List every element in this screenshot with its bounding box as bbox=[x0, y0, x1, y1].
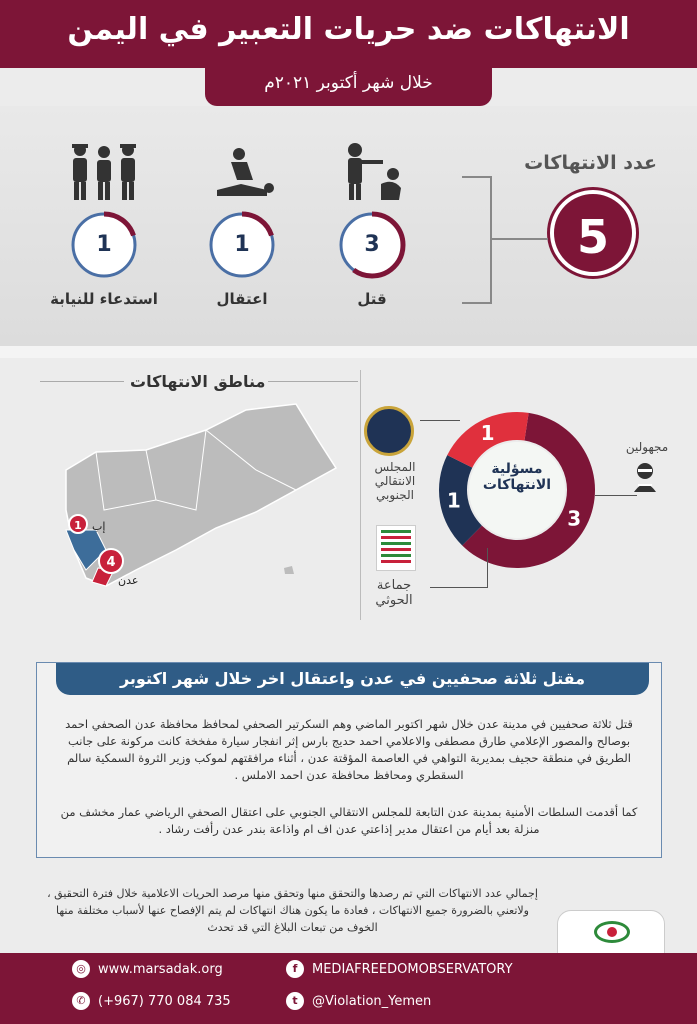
stat-killing bbox=[312, 140, 432, 308]
map-pin-ibb: 1 bbox=[68, 514, 88, 534]
page-title: الانتهاكات ضد حريات التعبير في اليمن bbox=[67, 12, 630, 47]
section-divider bbox=[0, 346, 697, 358]
article-paragraph-2: كما أقدمت السلطات الأمنية بمدينة عدن التابعة للمجلس الانتقالي الجنوبي على اعتقال الصحفي الرياضي عمار مخشف من منزلة بعد أيام من اعتقال مدير إذاعتي عدن اف ام واذاعة بندر عدن رأفت رشاد . bbox=[60, 805, 638, 836]
arrest-icon bbox=[182, 140, 302, 202]
footer-facebook[interactable] bbox=[286, 960, 513, 978]
map-pin-aden: 4 bbox=[98, 548, 124, 574]
map-title-line-right bbox=[268, 381, 358, 382]
twitter-icon: t bbox=[286, 992, 304, 1010]
unknown-connector bbox=[595, 495, 637, 496]
stat-arrest bbox=[182, 140, 302, 308]
bracket-stem bbox=[492, 238, 548, 240]
donut-value-houthi: 1 bbox=[446, 488, 461, 513]
website-text: www.marsadak.org bbox=[98, 961, 223, 977]
twitter-text: @Violation_Yemen bbox=[312, 993, 432, 1009]
donut-value-stc: 1 bbox=[480, 421, 495, 446]
facebook-text: MEDIAFREEDOMOBSERVATORY bbox=[312, 961, 513, 977]
vertical-divider bbox=[360, 370, 361, 620]
arrest-ring bbox=[207, 210, 277, 280]
unknown-label: مجهولين bbox=[625, 440, 669, 454]
arrest-label: اعتقال bbox=[216, 290, 268, 308]
disclaimer-note: إجمالي عدد الانتهاكات التي تم رصدها والتحقق منها وتحقق منها مرصد الحريات الاعلامية خلال فترة التحقيق ، ولاتعني بالضرورة جميع الانتهاكات ، فعادة ما يكون هناك انتهاكات لم يتم الإفصاح عنها لأسباب مختلفة منها الخوف من تبعات البلاغ التي قد تحدث bbox=[47, 887, 538, 934]
killing-label: قتل bbox=[357, 290, 387, 308]
footer-website[interactable] bbox=[72, 960, 223, 978]
map-label-ibb: إب bbox=[92, 520, 106, 533]
page-subtitle: خلال شهر أكتوبر ٢٠٢١م bbox=[205, 60, 492, 106]
map-title: مناطق الانتهاكات bbox=[130, 372, 266, 391]
footer-twitter[interactable] bbox=[286, 992, 431, 1010]
yemen-map bbox=[56, 400, 346, 600]
summons-count: 1 bbox=[96, 232, 112, 257]
violations-count-label: عدد الانتهاكات bbox=[524, 152, 657, 174]
bracket-connector bbox=[462, 176, 492, 304]
eye-logo-icon bbox=[594, 921, 630, 943]
summons-label: استدعاء للنيابة bbox=[50, 290, 158, 308]
killing-ring bbox=[337, 210, 407, 280]
houthi-label: جماعة الحوثي bbox=[375, 578, 413, 608]
masked-person-icon bbox=[632, 462, 658, 492]
responsibility-title: مسؤلية الانتهاكات bbox=[482, 461, 552, 493]
article-paragraph-1: قتل ثلاثة صحفيين في مدينة عدن خلال شهر اكتوبر الماضي وهم السكرتير الصحفي لمحافظ محافظة عدن الصحفي احمد بوصالح والمصور الإعلامي طارق مصطفى والاعلامي احمد حديج بارس إثر انفجار سيارة مفخخة كانت مركونة على جانب الطريق في منطقة حجيف بمديرية التواهي في العاصمة المؤقتة عدن ، أثناء مرافقتهم لموكب وزير الثروة السمكية سالم السقطري ومحافظ محافظة عدن احمد الاملس . bbox=[65, 717, 633, 782]
stat-summons bbox=[44, 140, 164, 308]
houthi-connector bbox=[430, 548, 488, 588]
article-heading: مقتل ثلاثة صحفيين في عدن واعتقال اخر خلال شهر اكتوبر bbox=[56, 663, 649, 695]
phone-text: (+967) 770 084 735 bbox=[98, 993, 231, 1009]
stc-emblem bbox=[364, 406, 414, 456]
map-title-line-left bbox=[40, 381, 124, 382]
stc-label: المجلس الانتقالي الجنوبي bbox=[374, 460, 416, 502]
gun-execution-icon bbox=[312, 140, 432, 202]
police-summon-icon bbox=[44, 140, 164, 202]
whatsapp-icon: ✆ bbox=[72, 992, 90, 1010]
footer-phone[interactable] bbox=[72, 992, 231, 1010]
houthi-slogan-icon bbox=[376, 525, 416, 571]
summons-ring bbox=[69, 210, 139, 280]
stc-connector bbox=[420, 420, 460, 434]
killing-count: 3 bbox=[364, 232, 380, 257]
map-label-aden: عدن bbox=[118, 574, 139, 587]
arrest-count: 1 bbox=[234, 232, 250, 257]
donut-value-unknown: 3 bbox=[567, 506, 582, 531]
violations-total: 5 bbox=[550, 190, 636, 276]
facebook-icon: f bbox=[286, 960, 304, 978]
globe-icon: ◎ bbox=[72, 960, 90, 978]
